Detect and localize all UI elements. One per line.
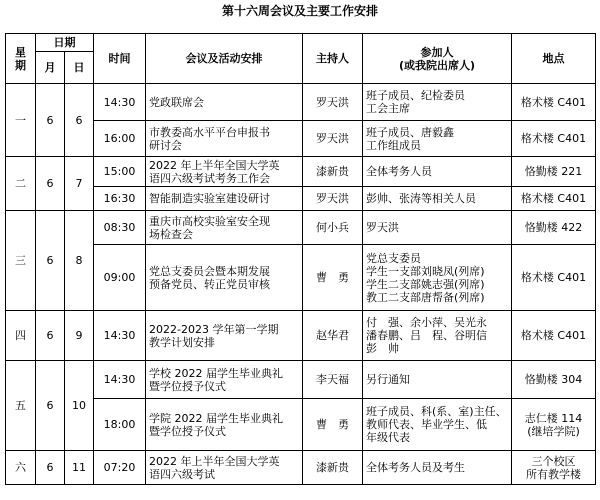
cell-day: 11 xyxy=(65,451,94,485)
cell-host: 漆新贵 xyxy=(303,451,363,485)
header-participants: 参加人 (或我院出席人) xyxy=(363,34,512,84)
schedule-table xyxy=(5,33,596,485)
cell-weekday: 二 xyxy=(6,157,36,211)
cell-time: 18:00 xyxy=(94,399,146,451)
cell-meeting: 2022 年上半年全国大学英 语四六级考试 xyxy=(146,451,303,485)
cell-weekday: 四 xyxy=(6,311,36,361)
cell-host: 曹 勇 xyxy=(303,399,363,451)
cell-host: 罗天洪 xyxy=(303,121,363,157)
cell-host: 漆新贵 xyxy=(303,157,363,187)
cell-time: 07:20 xyxy=(94,451,146,485)
cell-day: 7 xyxy=(65,157,94,211)
cell-meeting: 党政联席会 xyxy=(146,84,303,121)
cell-meeting: 学校 2022 届学生毕业典礼 暨学位授予仪式 xyxy=(146,361,303,399)
cell-host: 李天福 xyxy=(303,361,363,399)
cell-participants: 班子成员、科(系、室)主任、 教师代表、毕业学生、低 年级代表 xyxy=(363,399,512,451)
cell-location: 格术楼 C401 xyxy=(512,187,596,211)
table-row xyxy=(6,245,596,311)
cell-time: 14:30 xyxy=(94,361,146,399)
cell-time: 09:00 xyxy=(94,245,146,311)
cell-day: 6 xyxy=(65,84,94,157)
cell-meeting: 重庆市高校实验室安全现 场检查会 xyxy=(146,211,303,245)
header-date: 日期 xyxy=(36,34,94,52)
cell-meeting: 2022-2023 学年第一学期 教学计划安排 xyxy=(146,311,303,361)
cell-participants: 全体考务人员 xyxy=(363,157,512,187)
schedule-body xyxy=(6,34,596,485)
cell-participants: 党总支委员 学生一支部刘晓凤(列席) 学生二支部姚志强(列席) 教工二支部唐帮备(列席) xyxy=(363,245,512,311)
table-row xyxy=(6,361,596,399)
table-row xyxy=(6,84,596,121)
cell-host: 罗天洪 xyxy=(303,187,363,211)
header-row xyxy=(6,34,596,52)
cell-time: 16:00 xyxy=(94,121,146,157)
cell-meeting: 智能制造实验室建设研讨 xyxy=(146,187,303,211)
cell-day: 8 xyxy=(65,211,94,311)
cell-meeting: 党总支委员会暨本期发展 预备党员、转正党员审核 xyxy=(146,245,303,311)
cell-weekday: 六 xyxy=(6,451,36,485)
cell-location: 志仁楼 114 (继培学院) xyxy=(512,399,596,451)
cell-participants: 付 强、余小萍、吴光永 潘春鹏、吕 程、谷明信 彭 帅 xyxy=(363,311,512,361)
cell-time: 16:30 xyxy=(94,187,146,211)
cell-month: 6 xyxy=(36,311,65,361)
table-row xyxy=(6,451,596,485)
cell-participants: 班子成员、纪检委员 工会主席 xyxy=(363,84,512,121)
header-host: 主持人 xyxy=(303,34,363,84)
cell-time: 14:30 xyxy=(94,311,146,361)
table-row xyxy=(6,311,596,361)
cell-time: 14:30 xyxy=(94,84,146,121)
cell-location: 恪勤楼 422 xyxy=(512,211,596,245)
cell-weekday: 三 xyxy=(6,211,36,311)
table-row xyxy=(6,399,596,451)
cell-host: 赵华君 xyxy=(303,311,363,361)
cell-meeting: 学院 2022 届学生毕业典礼 暨学位授予仪式 xyxy=(146,399,303,451)
cell-meeting: 2022 年上半年全国大学英 语四六级考试考务工作会 xyxy=(146,157,303,187)
cell-month: 6 xyxy=(36,84,65,157)
cell-day: 10 xyxy=(65,361,94,451)
cell-host: 罗天洪 xyxy=(303,84,363,121)
cell-location: 格术楼 C401 xyxy=(512,311,596,361)
cell-day: 9 xyxy=(65,311,94,361)
cell-participants: 班子成员、唐毅鑫 工作组成员 xyxy=(363,121,512,157)
header-time: 时间 xyxy=(94,34,146,84)
cell-location: 三个校区 所有教学楼 xyxy=(512,451,596,485)
cell-location: 恪勤楼 221 xyxy=(512,157,596,187)
cell-participants: 罗天洪 xyxy=(363,211,512,245)
page-title: 第十六周会议及主要工作安排 xyxy=(221,4,378,18)
cell-weekday: 五 xyxy=(6,361,36,451)
cell-time: 08:30 xyxy=(94,211,146,245)
cell-month: 6 xyxy=(36,451,65,485)
table-row xyxy=(6,187,596,211)
cell-month: 6 xyxy=(36,211,65,311)
cell-weekday: 一 xyxy=(6,84,36,157)
table-row xyxy=(6,121,596,157)
cell-participants: 全体考务人员及考生 xyxy=(363,451,512,485)
cell-location: 格术楼 C401 xyxy=(512,121,596,157)
cell-location: 格术楼 C401 xyxy=(512,84,596,121)
cell-location: 格术楼 C401 xyxy=(512,245,596,311)
header-meeting: 会议及活动安排 xyxy=(146,34,303,84)
cell-host: 何小兵 xyxy=(303,211,363,245)
cell-meeting: 市教委高水平平台申报书 研讨会 xyxy=(146,121,303,157)
header-location: 地点 xyxy=(512,34,596,84)
cell-participants: 另行通知 xyxy=(363,361,512,399)
cell-month: 6 xyxy=(36,157,65,211)
header-month: 月 xyxy=(36,52,65,84)
header-day: 日 xyxy=(65,52,94,84)
cell-participants: 彭帅、张涛等相关人员 xyxy=(363,187,512,211)
cell-location: 恪勤楼 304 xyxy=(512,361,596,399)
table-row xyxy=(6,157,596,187)
cell-month: 6 xyxy=(36,361,65,451)
table-row xyxy=(6,211,596,245)
cell-host: 曹 勇 xyxy=(303,245,363,311)
header-weekday: 星 期 xyxy=(6,34,36,84)
cell-time: 15:00 xyxy=(94,157,146,187)
